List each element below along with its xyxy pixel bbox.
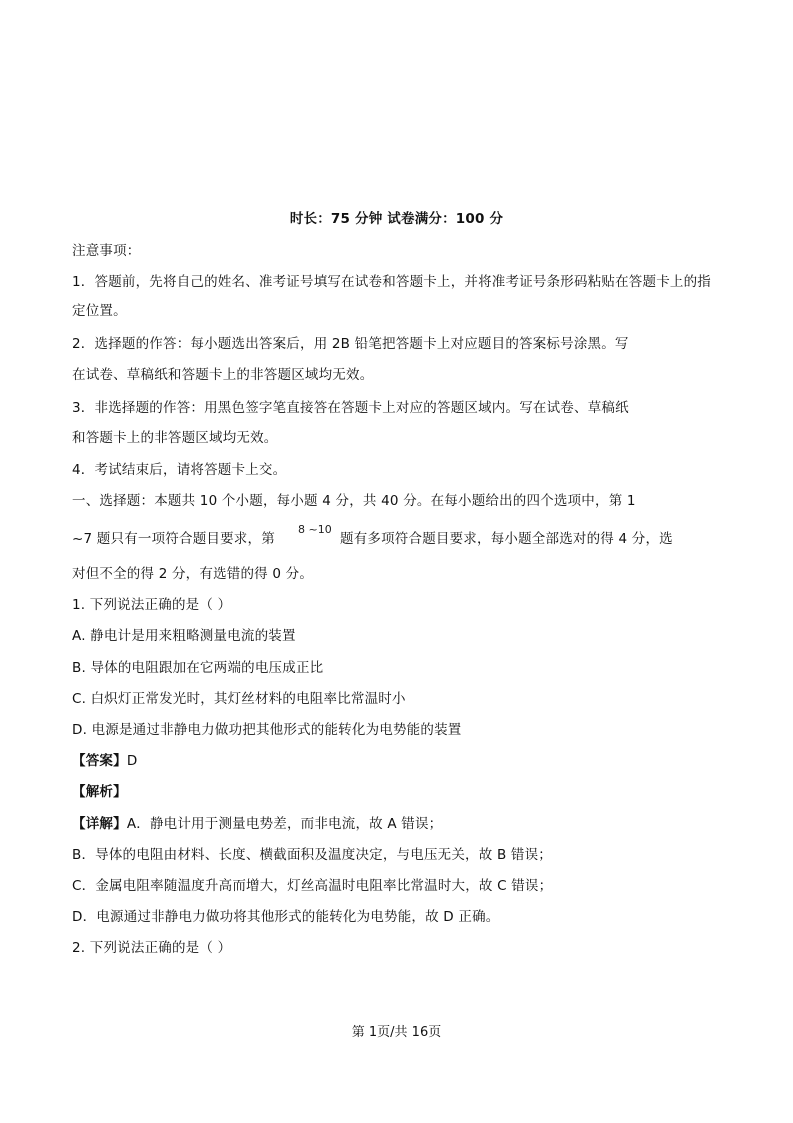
notice-item-1-line-2: 定位置。 [72,303,127,319]
notice-title: 注意事项： [72,243,141,259]
section1-instruction-line-2b: 题有多项符合题目要求，每小题全部选对的得 4 分，选 [340,531,673,547]
detail-tag: 【详解】 [72,816,127,832]
question-1-option-b: B. 导体的电阻跟加在它两端的电压成正比 [72,660,324,676]
notice-item-1-line-1: 1．答题前，先将自己的姓名、准考证号填写在试卷和答题卡上，并将准考证号条形码粘贴在答题卡上的指 [72,274,711,290]
question-1-detail-c: C．金属电阻率随温度升高而增大，灯丝高温时电阻率比常温时大，故 C 错误； [72,878,553,894]
question-1-option-a: A. 静电计是用来粗略测量电流的装置 [72,628,296,644]
page-footer: 第 1页/共 16页 [351,1025,442,1040]
section1-instruction-line-2a: ~7 题只有一项符合题目要求，第 [72,531,275,547]
question-1-detail-a [72,814,442,834]
question-1-answer [72,751,137,771]
notice-item-4: 4．考试结束后，请将答题卡上交。 [72,462,287,478]
section1-instruction-line-3: 对但不全的得 2 分，有选错的得 0 分。 [72,566,314,582]
analysis-tag: 【解析】 [72,784,127,800]
answer-value: D [126,753,138,769]
exam-info-header: 时长：75 分钟 试卷满分：100 分 [289,211,504,227]
notice-item-2-line-1: 2．选择题的作答：每小题选出答案后，用 2B 铅笔把答题卡上对应题目的答案标号涂黑。写 [72,336,629,352]
question-1-detail-d: D．电源通过非静电力做功将其他形式的能转化为电势能，故 D 正确。 [72,909,500,925]
section1-instruction-line-1: 一、选择题：本题共 10 个小题，每小题 4 分，共 40 分。在每小题给出的四个选项中，第 1 [72,493,636,509]
answer-tag: 【答案】 [72,753,127,769]
detail-a-text: A．静电计用于测量电势差，而非电流，故 A 错误； [126,816,443,832]
question-1-stem: 1. 下列说法正确的是（ ） [72,597,232,613]
section1-question-range-fragment: 8 ~10 [298,523,332,536]
notice-item-3-line-1: 3．非选择题的作答：用黑色签字笔直接答在答题卡上对应的答题区域内。写在试卷、草稿纸 [72,400,629,416]
question-1-option-c: C. 白炽灯正常发光时，其灯丝材料的电阻率比常温时小 [72,691,406,707]
question-1-option-d: D. 电源是通过非静电力做功把其他形式的能转化为电势能的装置 [72,722,462,738]
question-2-stem: 2. 下列说法正确的是（ ） [72,940,232,956]
notice-item-3-line-2: 和答题卡上的非答题区域均无效。 [72,430,278,446]
question-1-detail-b: B．导体的电阻由材料、长度、横截面积及温度决定，与电压无关，故 B 错误； [72,847,553,863]
notice-item-2-line-2: 在试卷、草稿纸和答题卡上的非答题区域均无效。 [72,367,374,383]
